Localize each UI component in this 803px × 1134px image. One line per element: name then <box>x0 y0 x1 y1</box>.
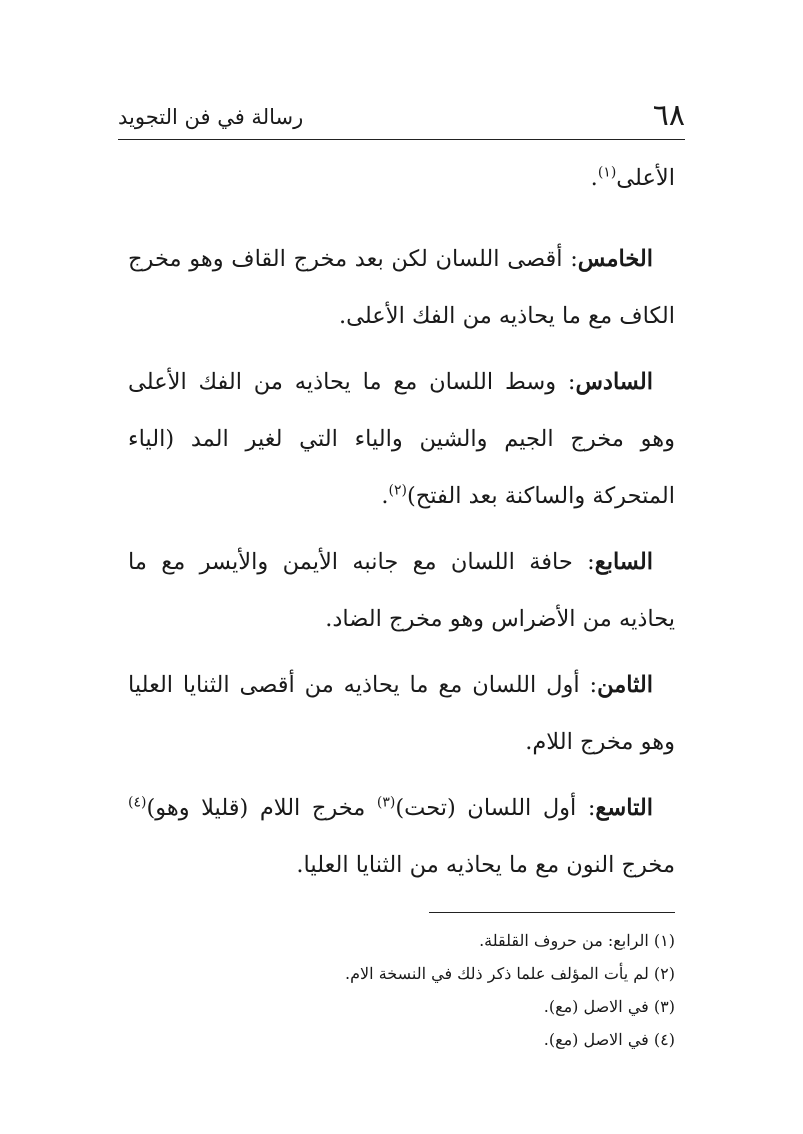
text-ninth-part1: أول اللسان (تحت) <box>395 795 577 821</box>
paragraph-sixth: السادس: وسط اللسان مع ما يحاذيه من الفك الأعلى وهو مخرج الجيم والشين والياء التي لغير المد (الياء المتحركة والساكنة بعد الفتح)$^{(٢)}$. <box>128 369 675 509</box>
footnote-1: (١) الرابع: من حروف القلقلة. <box>479 931 675 950</box>
paragraph-seventh: السابع: حافة اللسان مع جانبه الأيمن والأيسر مع ما يحاذيه من الأضراس وهو مخرج الضاد. <box>128 549 675 632</box>
text-eighth: أول اللسان مع ما يحاذيه من أقصى الثنايا العليا وهو مخرج اللام. <box>128 672 675 755</box>
footnote-ref-1: (١) <box>597 164 617 181</box>
footnote-ref-4: (٤) <box>128 794 147 811</box>
term-seventh: السابع <box>594 549 653 575</box>
paragraph-ninth: التاسع: أول اللسان (تحت)$^{(٣)}$ مخرج اللام (قليلا وهو)$^{(٤)}$ مخرج النون مع ما يحاذيه من الثنايا العليا. <box>128 794 675 878</box>
paragraph-eighth: الثامن: أول اللسان مع ما يحاذيه من أقصى الثنايا العليا وهو مخرج اللام. <box>128 672 675 755</box>
text-fifth: أقصى اللسان لكن بعد مخرج القاف وهو مخرج الكاف مع ما يحاذيه من الفك الأعلى. <box>128 246 675 329</box>
term-eighth: الثامن <box>597 672 653 698</box>
footnote-ref-2: (٢) <box>388 482 407 499</box>
paragraph-fifth: الخامس: أقصى اللسان لكن بعد مخرج القاف وهو مخرج الكاف مع ما يحاذيه من الفك الأعلى. <box>128 246 675 329</box>
term-ninth: التاسع <box>595 795 653 821</box>
term-fifth: الخامس <box>577 246 654 272</box>
term-sixth: السادس <box>575 369 653 395</box>
text-ninth-part2: مخرج اللام (قليلا وهو) <box>146 795 366 821</box>
text-ninth-part3: مخرج النون مع ما يحاذيه من الثنايا العليا. <box>296 852 675 878</box>
footnotes <box>128 924 675 1056</box>
footnote-divider <box>429 912 675 913</box>
continuation-line: الأعلى$^{(١)}$. <box>590 164 675 191</box>
footnote-2: (٢) لم يأت المؤلف علما ذكر ذلك في النسخة الام. <box>345 964 675 983</box>
running-title: رسالة في فن التجويد <box>118 105 304 129</box>
text-seventh: حافة اللسان مع جانبه الأيمن والأيسر مع ما يحاذيه من الأضراس وهو مخرج الضاد. <box>128 549 675 632</box>
body-text <box>128 150 675 903</box>
footnote-3: (٣) في الاصل (مع). <box>543 997 675 1016</box>
text-sixth: وسط اللسان مع ما يحاذيه من الفك الأعلى وهو مخرج الجيم والشين والياء التي لغير المد (الياء المتحركة والساكنة بعد الفتح) <box>128 369 675 509</box>
footnote-ref-3: (٣) <box>376 794 396 811</box>
page-header <box>118 95 685 140</box>
footnote-4: (٤) في الاصل (مع). <box>543 1030 675 1049</box>
continuation-text: الأعلى <box>616 165 675 191</box>
page-number: ٦٨ <box>652 98 685 133</box>
